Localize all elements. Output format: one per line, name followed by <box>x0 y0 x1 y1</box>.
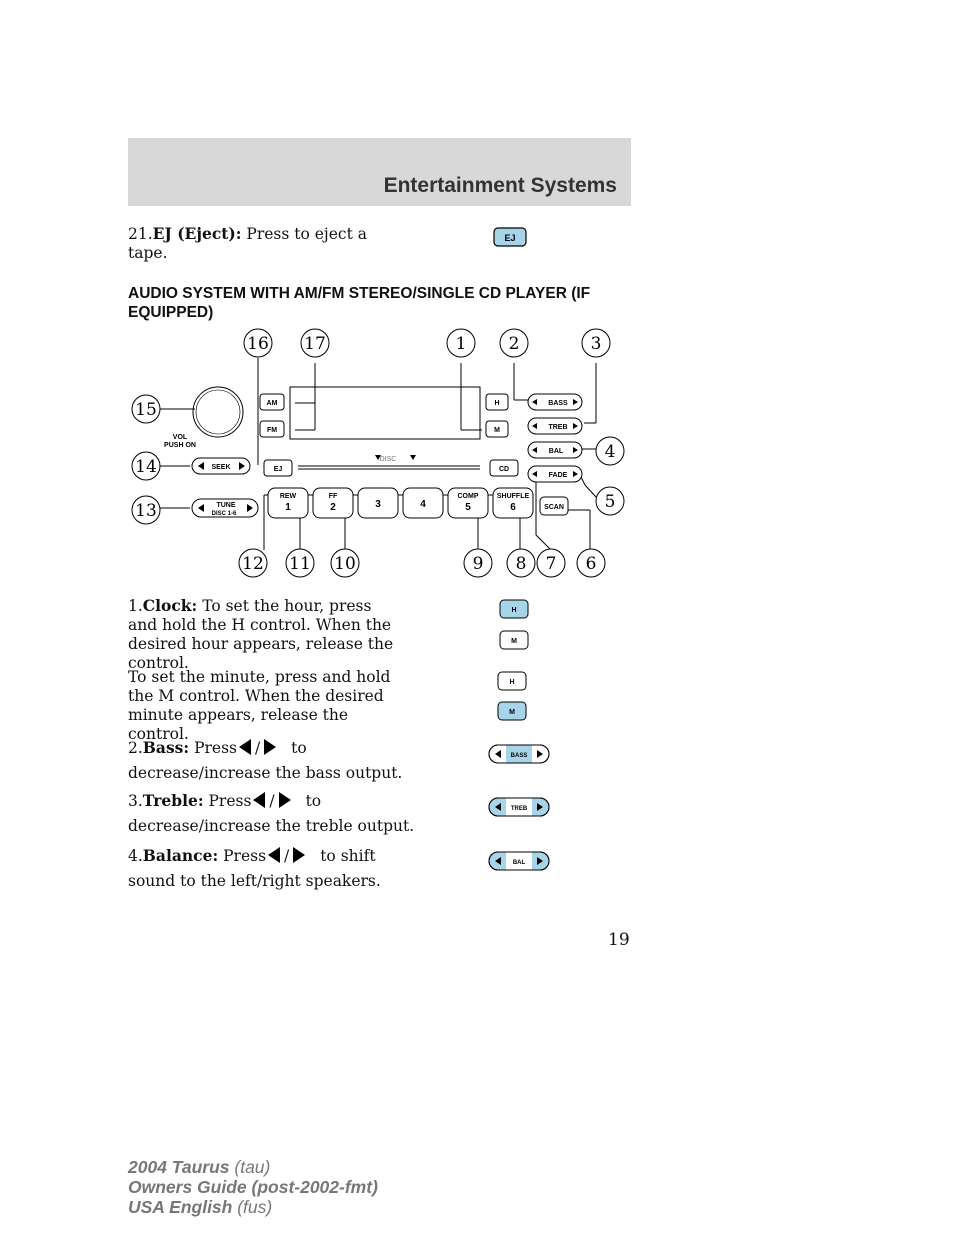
svg-text:TUNE: TUNE <box>216 502 236 509</box>
left-arrow-icon <box>253 792 265 808</box>
svg-text:BASS: BASS <box>548 400 568 407</box>
radio-faceplate-diagram <box>120 325 640 585</box>
svg-text:9: 9 <box>472 554 484 574</box>
treb-button-icon <box>488 797 552 819</box>
svg-text:6: 6 <box>510 502 516 513</box>
bass-description: 2.Bass: Press / to decrease/increase the bass output. <box>128 738 403 782</box>
svg-text:7: 7 <box>545 554 557 574</box>
left-arrow-icon <box>268 847 280 863</box>
eject-button-icon <box>493 227 527 247</box>
page-number: 19 <box>608 930 630 950</box>
volume-knob <box>193 387 243 437</box>
svg-text:3: 3 <box>375 499 381 510</box>
svg-text:FM: FM <box>266 427 278 434</box>
svg-text:TREB: TREB <box>548 424 568 431</box>
svg-text:SEEK: SEEK <box>211 464 231 471</box>
svg-text:13: 13 <box>135 501 157 521</box>
svg-text:TREB: TREB <box>510 806 528 812</box>
svg-text:2: 2 <box>508 334 520 354</box>
clock-description: 1.Clock: To set the hour, press and hold the H control. When the desired hour appears, release the control. <box>128 596 394 672</box>
svg-text:VOL: VOL <box>172 434 188 441</box>
svg-text:CD: CD <box>498 466 510 473</box>
svg-text:1: 1 <box>455 334 467 354</box>
svg-text:5: 5 <box>604 492 616 512</box>
svg-text:AM: AM <box>266 400 278 407</box>
footer: 2004 Taurus (tau) Owners Guide (post-2002-fmt) USA English (fus) <box>128 1157 378 1217</box>
m-button-icon-highlighted <box>497 701 527 721</box>
svg-text:BAL: BAL <box>548 448 564 455</box>
svg-text:10: 10 <box>334 554 356 574</box>
svg-text:5: 5 <box>465 502 471 513</box>
bal-button-icon <box>488 851 552 873</box>
svg-text:REW: REW <box>279 493 297 500</box>
svg-text:3: 3 <box>590 334 602 354</box>
header-band <box>128 138 631 206</box>
svg-text:4: 4 <box>604 442 616 462</box>
h-button-icon-highlighted <box>499 599 529 619</box>
svg-text:M: M <box>511 638 517 645</box>
section-heading: AUDIO SYSTEM WITH AM/FM STEREO/SINGLE CD PLAYER (IF EQUIPPED) <box>128 285 591 321</box>
svg-text:11: 11 <box>289 554 311 574</box>
left-arrow-icon <box>239 739 251 755</box>
svg-text:DISC 1-6: DISC 1-6 <box>211 511 237 517</box>
treble-description: 3.Treble: Press / to decrease/increase the treble output. <box>128 791 415 835</box>
svg-text:2: 2 <box>330 502 336 513</box>
svg-text:12: 12 <box>242 554 264 574</box>
svg-text:BAL: BAL <box>512 860 526 866</box>
svg-text:EJ: EJ <box>273 466 283 473</box>
svg-text:SCAN: SCAN <box>544 504 564 511</box>
svg-text:8: 8 <box>515 554 527 574</box>
svg-text:H: H <box>494 400 500 407</box>
svg-text:15: 15 <box>135 400 157 420</box>
right-arrow-icon <box>279 792 291 808</box>
right-arrow-icon <box>293 847 305 863</box>
svg-text:6: 6 <box>585 554 597 574</box>
svg-text:17: 17 <box>304 334 326 354</box>
svg-text:DISC: DISC <box>379 456 397 463</box>
section-title: Entertainment Systems <box>383 174 617 197</box>
svg-text:H: H <box>511 607 517 614</box>
svg-text:14: 14 <box>135 457 157 477</box>
eject-description: 21.EJ (Eject): Press to eject a tape. <box>128 224 367 262</box>
svg-text:FF: FF <box>328 493 338 500</box>
svg-text:16: 16 <box>247 334 269 354</box>
svg-text:SHUFFLE: SHUFFLE <box>496 493 530 500</box>
svg-text:1: 1 <box>285 502 291 513</box>
m-button-icon <box>499 630 529 650</box>
right-arrow-icon <box>264 739 276 755</box>
svg-text:M: M <box>509 709 515 716</box>
svg-text:H: H <box>509 679 515 686</box>
svg-text:4: 4 <box>420 499 426 510</box>
svg-text:FADE: FADE <box>548 472 568 479</box>
svg-text:EJ: EJ <box>504 233 516 243</box>
svg-text:M: M <box>494 427 500 434</box>
h-button-icon <box>497 671 527 691</box>
clock-minute-description: To set the minute, press and hold the M control. When the desired minute appears, release the control. <box>128 668 391 743</box>
svg-text:PUSH ON: PUSH ON <box>164 442 196 449</box>
bass-button-icon <box>488 744 552 766</box>
balance-description: 4.Balance: Press / to shift sound to the left/right speakers. <box>128 846 381 890</box>
svg-text:BASS: BASS <box>510 753 528 759</box>
svg-text:COMP: COMP <box>457 493 479 500</box>
